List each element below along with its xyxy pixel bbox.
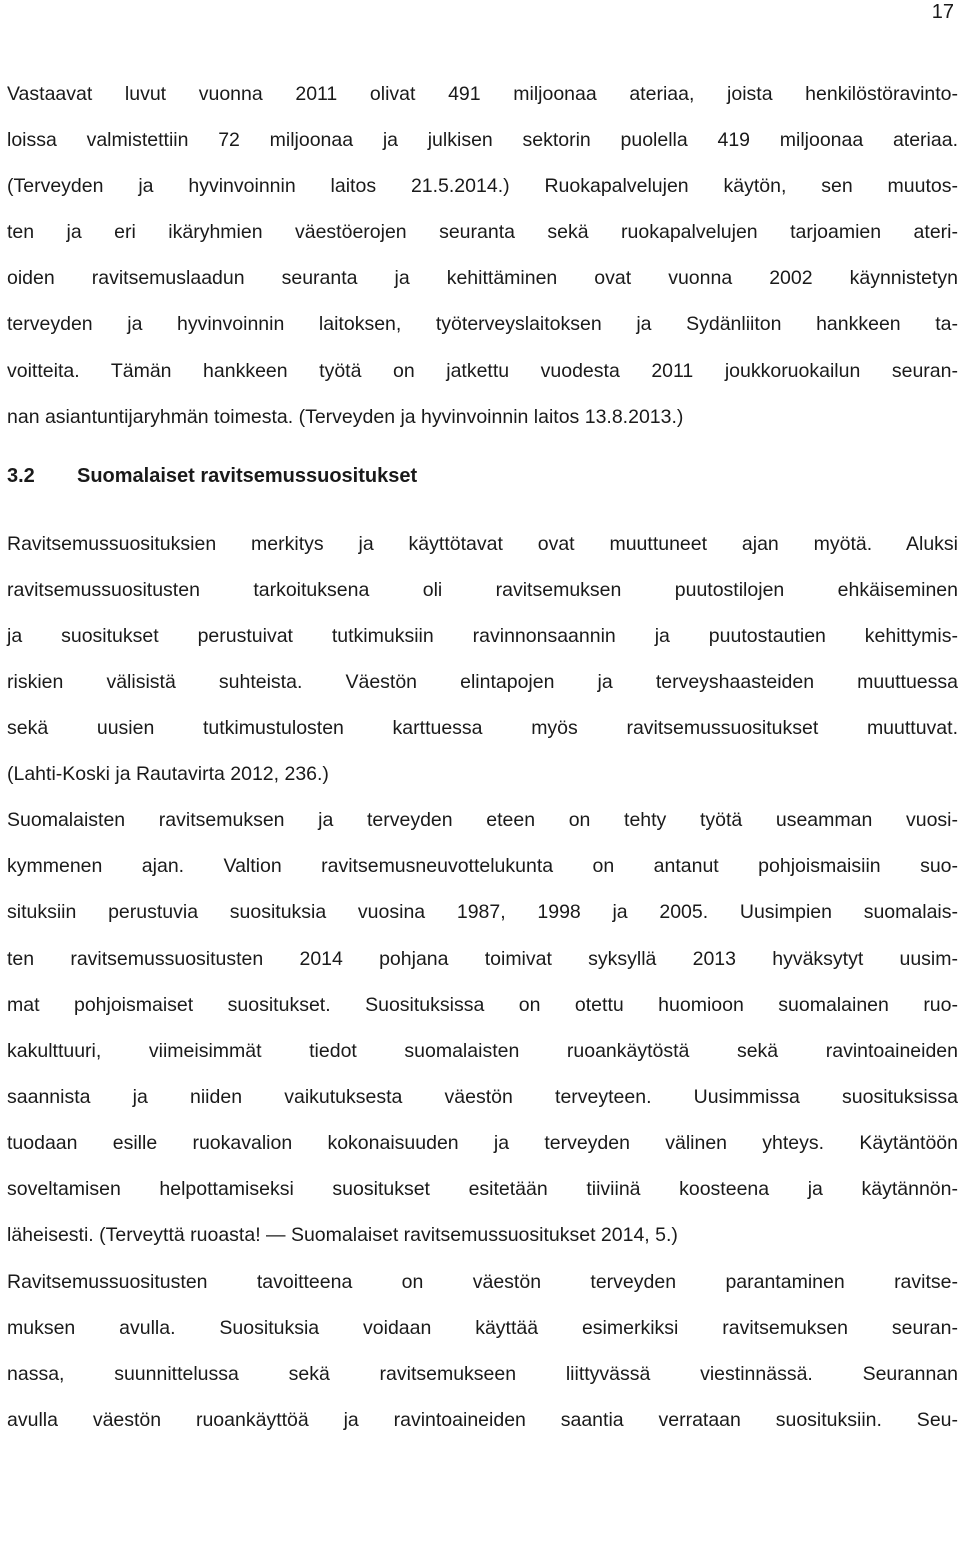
section-number: 3.2 [7,464,35,487]
paragraph-1 [7,83,958,429]
paragraph-line: sekä uusien tutkimustulosten karttuessa myös ravitsemussuositukset muuttuvat. [7,717,958,740]
paragraph-line: Vastaavat luvut vuonna 2011 olivat 491 miljoonaa ateriaa, joista henkilöstöravinto- [7,83,958,105]
paragraph-line: nassa, suunnittelussa sekä ravitsemukseen liittyvässä viestinnässä. Seurannan [7,1363,958,1386]
paragraph-line: tuodaan esille ruokavalion kokonaisuuden ja terveyden välinen yhteys. Käytäntöön [7,1131,958,1154]
paragraph-line: ravitsemussuositusten tarkoituksena oli ravitsemuksen puutostilojen ehkäiseminen [7,578,958,601]
paragraph-line: kakulttuuri, viimeisimmät tiedot suomalaisten ruoankäytöstä sekä ravintoaineiden [7,1039,958,1062]
paragraph-line: soveltamisen helpottamiseksi suositukset esitetään tiiviinä koosteena ja käytännön- [7,1177,958,1200]
paragraph-line: riskien välisistä suhteista. Väestön elintapojen ja terveyshaasteiden muuttuessa [7,670,958,693]
paragraph-2 [7,533,958,786]
paragraph-line: nan asiantuntijaryhmän toimesta. (Terveyden ja hyvinvoinnin laitos 13.8.2013.) [7,405,684,428]
paragraph-line: muksen avulla. Suosituksia voidaan käyttää esimerkiksi ravitsemuksen seuran- [7,1317,958,1340]
paragraph-line: (Terveyden ja hyvinvoinnin laitos 21.5.2014.) Ruokapalvelujen käytön, sen muutos- [7,175,958,198]
paragraph-line: (Lahti-Koski ja Rautavirta 2012, 236.) [7,763,329,786]
paragraph-line: Suomalaisten ravitsemuksen ja terveyden eteen on tehty työtä useamman vuosi- [7,809,958,832]
section-title: Suomalaiset ravitsemussuositukset [77,464,418,487]
section-heading [7,464,958,488]
document-body [7,83,958,1455]
paragraph-4 [7,1271,958,1432]
paragraph-3 [7,809,958,1247]
paragraph-line: voitteita. Tämän hankkeen työtä on jatkettu vuodesta 2011 joukkoruokailun seuran- [7,359,958,382]
paragraph-line: terveyden ja hyvinvoinnin laitoksen, työterveyslaitoksen ja Sydänliiton hankkeen ta- [7,313,958,336]
paragraph-line: saannista ja niiden vaikutuksesta väestön terveyteen. Uusimmissa suosituksissa [7,1085,958,1108]
paragraph-line: ja suositukset perustuivat tutkimuksiin ravinnonsaannin ja puutostautien kehittymis- [7,624,958,647]
paragraph-line: oiden ravitsemuslaadun seuranta ja kehittäminen ovat vuonna 2002 käynnistetyn [7,267,958,290]
paragraph-line: Ravitsemussuositusten tavoitteena on väestön terveyden parantaminen ravitse- [7,1271,958,1294]
page-number: 17 [931,1,954,23]
paragraph-line: ten ja eri ikäryhmien väestöerojen seuranta sekä ruokapalvelujen tarjoamien ateri- [7,221,958,244]
paragraph-line: läheisesti. (Terveyttä ruoasta! — Suomalaiset ravitsemussuositukset 2014, 5.) [7,1224,678,1247]
paragraph-line: mat pohjoismaiset suositukset. Suosituksissa on otettu huomioon suomalainen ruo- [7,993,958,1016]
paragraph-line: ten ravitsemussuositusten 2014 pohjana toimivat syksyllä 2013 hyväksytyt uusim- [7,947,958,970]
paragraph-line: loissa valmistettiin 72 miljoonaa ja julkisen sektorin puolella 419 miljoonaa ateriaa. [7,129,958,152]
paragraph-line: kymmenen ajan. Valtion ravitsemusneuvottelukunta on antanut pohjoismaisiin suo- [7,855,958,878]
paragraph-line: situksiin perustuvia suosituksia vuosina 1987, 1998 ja 2005. Uusimpien suomalais- [7,901,958,924]
paragraph-line: avulla väestön ruoankäyttöä ja ravintoaineiden saantia verrataan suosituksiin. Seu- [7,1409,958,1432]
paragraph-line: Ravitsemussuosituksien merkitys ja käyttötavat ovat muuttuneet ajan myötä. Aluksi [7,532,958,555]
